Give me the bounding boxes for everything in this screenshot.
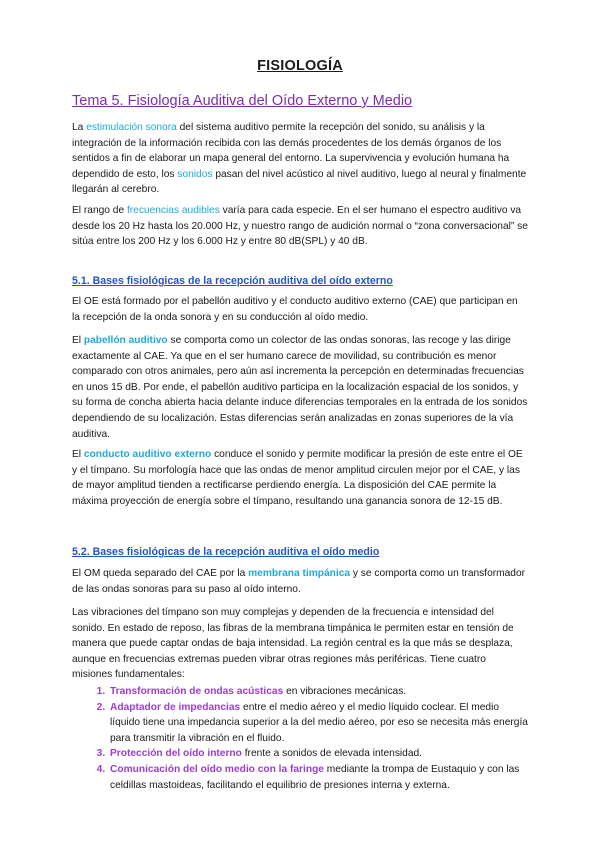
text: mediante la trompa de Eustaquio y con las celdillas mastoideas, facilitando el equilibrio de presiones interna y externa. xyxy=(110,763,520,791)
keyword: Protección del oído interno xyxy=(110,748,242,760)
keyword: Comunicación del oído medio con la faringe xyxy=(110,763,324,775)
text: El OM queda separado del CAE por la xyxy=(72,568,249,579)
text: frente a sonidos de elevada intensidad. xyxy=(241,748,422,760)
text: El xyxy=(72,335,84,346)
paragraph-pabellon xyxy=(72,333,528,442)
keyword: membrana timpánica xyxy=(248,568,351,579)
text: y se comporta como un transformador de las ondas sonoras para su paso al oído interno. xyxy=(72,568,526,595)
text: se comporta como un colector de las ondas sonoras, las recoge y las dirige exactamente al CAE. Ya que en el ser humano carece de movilidad, su contribución es menor comparado con otros animales, pero aún así incrementa la percepción en determinadas frecuencias en unos 15 dB. Por ende, el pabellón auditivo participa en la localización espacial de los sonidos, y su forma de concha abierta hacia delante induce diferencias temporales en la entrada de los sonidos dependiendo de su localización. Estas diferencias serán analizadas en zonas superiores de la vía auditiva. xyxy=(72,335,528,440)
text: entre el medio aéreo y el medio líquido coclear. El medio líquido tiene una impedancia superior a la del medio aéreo, por eso se necesita más energía para transmitir la vibración en el fluido. xyxy=(110,701,528,744)
text: La xyxy=(72,122,87,133)
keyword: sonidos xyxy=(177,168,213,180)
keyword: pabellón auditivo xyxy=(83,335,168,346)
list-item xyxy=(108,700,528,747)
text: en vibraciones mecánicas. xyxy=(283,686,407,697)
text: del sistema auditivo permite la recepción del sonido, su análisis y la integración de la información recibida con las demás procedentes de los demás órganos de los sentidos a fin de elaborar un mapa general del entorno. La supervivencia y evolución humana ha dependido de esto, los xyxy=(72,122,510,180)
page-title: FISIOLOGÍA xyxy=(257,58,343,74)
text: varía para cada especie. En el ser humano el espectro auditivo va desde los 20 Hz hasta los 20.000 Hz, y nuestro rango de audición normal o “zona conversacional” se sitúa entre los 200 Hz y los 6.000 Hz y entre 80 dB(SPL) y 40 dB. xyxy=(72,205,528,248)
list-item xyxy=(108,762,528,793)
paragraph-timpano: Las vibraciones del tímpano son muy complejas y dependen de la frecuencia e intensidad del sonido. En estado de reposo, las fibras de la membrana timpánica le permiten estar en tensión de manera que puede captar ondas de baja intensidad. La región central es la que más se desplaza, aunque en frecuencias extremas pueden vibrar otras regiones más periféricas. Tiene cuatro misiones fundamentales: xyxy=(72,607,514,681)
section-heading-5-2: 5.2. Bases fisiológicas de la recepción auditiva el oído medio xyxy=(72,546,380,558)
text: pasan del nivel acústico al nivel auditivo, luego al neural y finalmente llegarán al cerebro. xyxy=(72,168,527,196)
text: El xyxy=(72,449,84,460)
paragraph-om xyxy=(72,566,528,597)
paragraph-intro xyxy=(72,120,528,198)
keyword: estimulación sonora xyxy=(86,122,177,133)
list-item xyxy=(108,684,528,700)
paragraph-cae xyxy=(72,447,528,509)
keyword: Adaptador de impedancias xyxy=(110,701,241,713)
keyword: conducto auditivo externo xyxy=(83,449,212,460)
missions-list xyxy=(72,684,528,793)
text: El rango de xyxy=(72,205,127,216)
paragraph-oe: El OE está formado por el pabellón auditivo y el conducto auditivo externo (CAE) que participan en la recepción de la onda sonora y en su conducción al oído medio. xyxy=(72,296,518,323)
section-heading-5-1: 5.1. Bases fisiológicas de la recepción auditiva del oído externo xyxy=(72,275,393,287)
list-item xyxy=(108,746,528,762)
keyword: Transformación de ondas acústicas xyxy=(110,686,284,697)
keyword: frecuencias audibles xyxy=(126,205,220,216)
paragraph-frequency-range xyxy=(72,203,528,250)
text: conduce el sonido y permite modificar la presión de este entre el OE y el tímpano. Su morfología hace que las ondas de menor amplitud circulen mejor por el CAE, y las de mayor amplitud tienden a rectificarse perdiendo energía. La disposición del CAE permite la máxima proyección de energía sobre el tímpano, resultando una ganancia sonora de 12-15 dB. xyxy=(72,449,523,507)
topic-heading: Tema 5. Fisiología Auditiva del Oído Externo y Medio xyxy=(72,93,413,109)
